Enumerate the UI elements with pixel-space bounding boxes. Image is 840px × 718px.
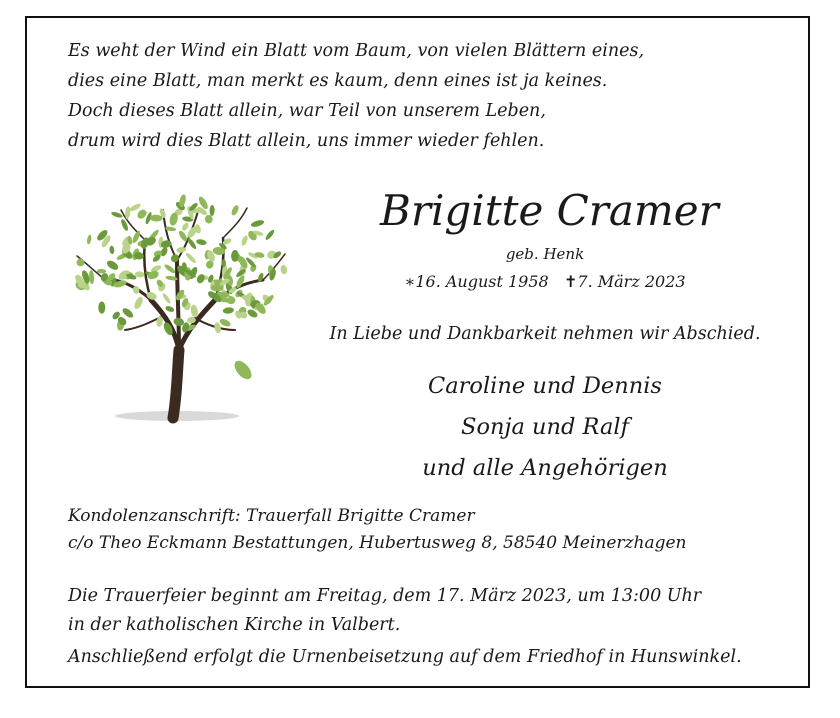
- leaf: [196, 238, 207, 245]
- condolence-line: c/o Theo Eckmann Bestattungen, Hubertusweg 8, 58540 Meinerzhagen: [68, 533, 687, 553]
- leaf: [150, 214, 163, 221]
- leaf: [264, 229, 275, 241]
- birth-date: 16. August 1958: [415, 272, 549, 291]
- mourner-line: Sonja und Ralf: [461, 414, 629, 440]
- leaf: [161, 292, 171, 304]
- leaf: [105, 259, 119, 272]
- leaf: [121, 306, 135, 319]
- falling-leaf: [231, 358, 254, 383]
- leaf: [195, 273, 206, 285]
- leaf: [109, 245, 115, 254]
- service-line: Die Trauerfeier beginnt am Freitag, dem 17. März 2023, um 13:00 Uhr: [68, 586, 702, 606]
- birth-symbol: ∗: [404, 272, 416, 291]
- leaf: [86, 234, 92, 244]
- mourner-line: Caroline und Dennis: [428, 373, 662, 399]
- leaf: [230, 204, 240, 216]
- leaf: [133, 296, 145, 311]
- condolence-address: [68, 503, 687, 557]
- death-date: 7. März 2023: [577, 272, 686, 291]
- leaf: [181, 222, 190, 232]
- farewell-line: In Liebe und Dankbarkeit nehmen wir Abschied.: [329, 324, 761, 344]
- condolence-line: Kondolenzanschrift: Trauerfall Brigitte Cramer: [68, 506, 475, 526]
- death-symbol: ✝: [563, 272, 578, 291]
- tree-illustration: [65, 190, 295, 425]
- leaf: [76, 258, 85, 267]
- poem-line: dies eine Blatt, man merkt es kaum, denn eines ist ja keines.: [68, 71, 608, 91]
- leaf: [163, 263, 176, 274]
- leaf: [186, 237, 197, 250]
- leaf: [97, 269, 106, 274]
- leaf: [250, 219, 265, 228]
- service-line: in der katholischen Kirche in Valbert.: [68, 615, 401, 635]
- leaf: [135, 271, 145, 278]
- service-info: [68, 582, 701, 640]
- tree-leaves: [73, 194, 287, 337]
- poem-line: Es weht der Wind ein Blatt vom Baum, von vielen Blättern eines,: [68, 41, 645, 61]
- leaf: [280, 264, 288, 274]
- leaf: [89, 270, 95, 284]
- leaf: [98, 302, 105, 314]
- deceased-name: Brigitte Cramer: [380, 186, 719, 235]
- mourners: [380, 366, 710, 489]
- leaf: [147, 269, 160, 280]
- maiden-name: geb. Henk: [505, 245, 585, 263]
- leaf: [165, 305, 175, 313]
- poem: [68, 36, 644, 156]
- leaf: [214, 322, 222, 334]
- life-dates: [380, 272, 710, 291]
- leaf: [240, 235, 249, 247]
- poem-line: Doch dieses Blatt allein, war Teil von unserem Leben,: [68, 101, 546, 121]
- leaf: [185, 252, 198, 265]
- leaf: [222, 307, 234, 315]
- mourner-line: und alle Angehörigen: [422, 455, 668, 481]
- poem-line: drum wird dies Blatt allein, uns immer wieder fehlen.: [68, 131, 545, 151]
- leaf: [190, 304, 198, 317]
- leaf: [209, 205, 214, 216]
- burial-info: Anschließend erfolgt die Urnenbeisetzung auf dem Friedhof in Hunswinkel.: [68, 647, 742, 667]
